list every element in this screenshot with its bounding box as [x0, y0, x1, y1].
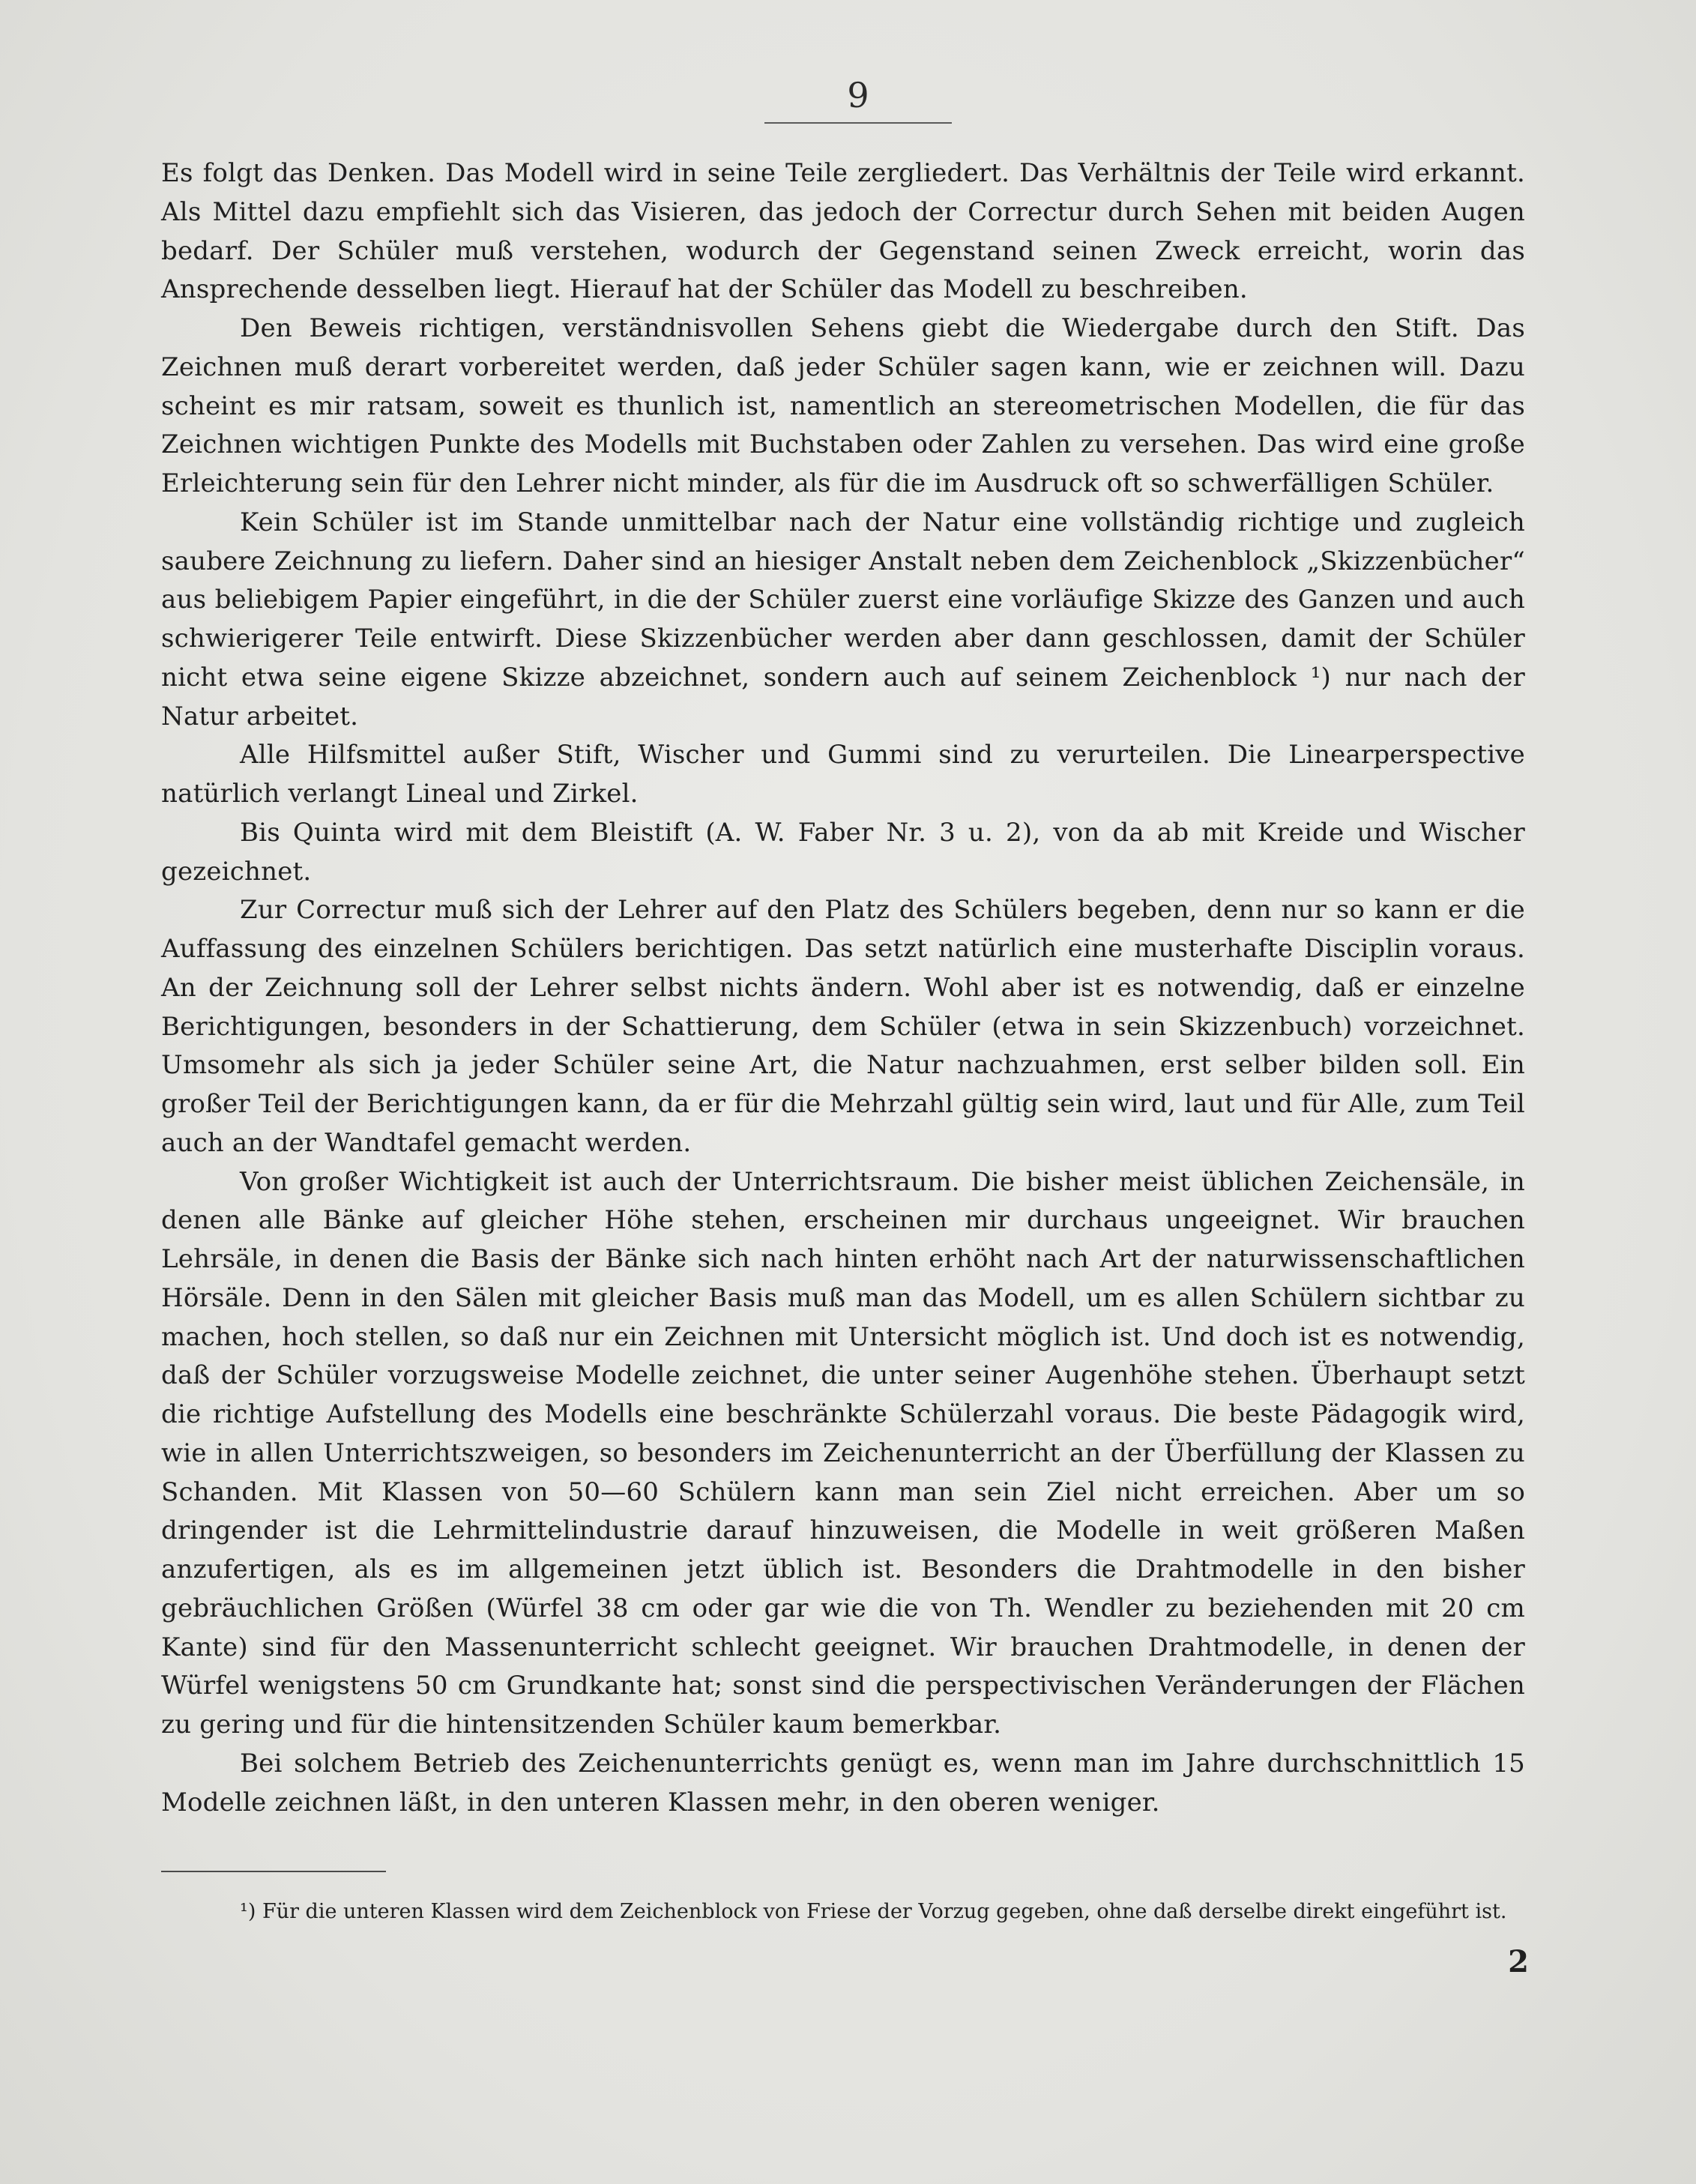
- footnote-rule: [161, 1871, 386, 1872]
- paragraph-7: Von großer Wichtigkeit ist auch der Unterrichtsraum. Die bisher meist üblichen Zeichensäle, in denen alle Bänke auf gleicher Höhe stehen, erscheinen mir durchaus ungeeignet. Wir brauchen Lehrsäle, in denen die Basis der Bänke sich nach hinten erhöht nach Art der naturwissenschaftlichen Hörsäle. Denn in den Sälen mit gleicher Basis muß man das Modell, um es allen Schülern sichtbar zu machen, hoch stellen, so daß nur ein Zeichnen mit Untersicht möglich ist. Und doch ist es notwendig, daß der Schüler vorzugsweise Modelle zeichnet, die unter seiner Augenhöhe stehen. Überhaupt setzt die richtige Aufstellung des Modells eine beschränkte Schülerzahl voraus. Die beste Pädagogik wird, wie in allen Unterrichtszweigen, so besonders im Zeichenunterricht an der Überfüllung der Klassen zu Schanden. Mit Klassen von 50—60 Schülern kann man sein Ziel nicht erreichen. Aber um so dringender ist die Lehrmittelindustrie darauf hinzuweisen, die Modelle in weit größeren Maßen anzufertigen, als es im allgemeinen jetzt üblich ist. Besonders die Drahtmodelle in den bisher gebräuchlichen Größen (Würfel 38 cm oder gar wie die von Th. Wendler zu beziehenden mit 20 cm Kante) sind für den Massenunterricht schlecht geeignet. Wir brauchen Drahtmodelle, in denen der Würfel wenigstens 50 cm Grundkante hat; sonst sind die perspectivischen Veränderungen der Flächen zu gering und für die hintensitzenden Schüler kaum bemerkbar.: [161, 1166, 1525, 1740]
- paragraph-3: Kein Schüler ist im Stande unmittelbar nach der Natur eine vollständig richtige und zugleich saubere Zeichnung zu liefern. Daher sind an hiesiger Anstalt neben dem Zeichenblock „Skizzenbücher“ aus beliebigem Papier eingeführt, in die der Schüler zuerst eine vorläufige Skizze des Ganzen und auch schwierigerer Teile entwirft. Diese Skizzenbücher werden aber dann geschlossen, damit der Schüler nicht etwa seine eigene Skizze abzeichnet, sondern auch auf seinem Zeichenblock ¹) nur nach der Natur arbeitet.: [161, 507, 1525, 731]
- footnote: ¹) Für die unteren Klassen wird dem Zeichenblock von Friese der Vorzug gegeben, ohne daß derselbe direkt eingeführt ist.: [240, 1900, 1507, 1923]
- paragraph-6: Zur Correctur muß sich der Lehrer auf den Platz des Schülers begeben, denn nur so kann er die Auffassung des einzelnen Schülers berichtigen. Das setzt natürlich eine musterhafte Disciplin voraus. An der Zeichnung soll der Lehrer selbst nichts ändern. Wohl aber ist es notwendig, daß er einzelne Berichtigungen, besonders in der Schattierung, dem Schüler (etwa in sein Skizzenbuch) vorzeichnet. Umsomehr als sich ja jeder Schüler seine Art, die Natur nachzuahmen, erst selber bilden soll. Ein großer Teil der Berichtigungen kann, da er für die Mehrzahl gültig sein wird, laut und für Alle, zum Teil auch an der Wandtafel gemacht werden.: [161, 895, 1525, 1158]
- paragraph-5: Bis Quinta wird mit dem Bleistift (A. W. Faber Nr. 3 u. 2), von da ab mit Kreide und Wischer gezeichnet.: [161, 817, 1525, 887]
- signature-mark: 2: [1508, 1944, 1529, 1979]
- paragraph-4: Alle Hilfsmittel außer Stift, Wischer und Gummi sind zu verurteilen. Die Linearperspective natürlich verlangt Lineal und Zirkel.: [161, 740, 1525, 809]
- paragraph-1: Es folgt das Denken. Das Modell wird in seine Teile zergliedert. Das Verhältnis der Teile wird erkannt. Als Mittel dazu empfiehlt sich das Visieren, das jedoch der Correctur durch Sehen mit beiden Augen bedarf. Der Schüler muß verstehen, wodurch der Gegenstand seinen Zweck erreicht, worin das Ansprechende desselben liegt. Hierauf hat der Schüler das Modell zu beschreiben.: [161, 158, 1525, 305]
- body-text: [161, 154, 1525, 1822]
- paragraph-8: Bei solchem Betrieb des Zeichenunterrichts genügt es, wenn man im Jahre durchschnittlich 15 Modelle zeichnen läßt, in den unteren Klassen mehr, in den oberen weniger.: [161, 1748, 1525, 1818]
- header-rule: [764, 122, 952, 124]
- paragraph-2: Den Beweis richtigen, verständnisvollen Sehens giebt die Wiedergabe durch den Stift. Das Zeichnen muß derart vorbereitet werden, daß jeder Schüler sagen kann, wie er zeichnen will. Dazu scheint es mir ratsam, soweit es thunlich ist, namentlich an stereometrischen Modellen, die für das Zeichnen wichtigen Punkte des Modells mit Buchstaben oder Zahlen zu versehen. Das wird eine große Erleichterung sein für den Lehrer nicht minder, als für die im Ausdruck oft so schwerfälligen Schüler.: [161, 313, 1525, 498]
- page-number: 9: [847, 75, 869, 115]
